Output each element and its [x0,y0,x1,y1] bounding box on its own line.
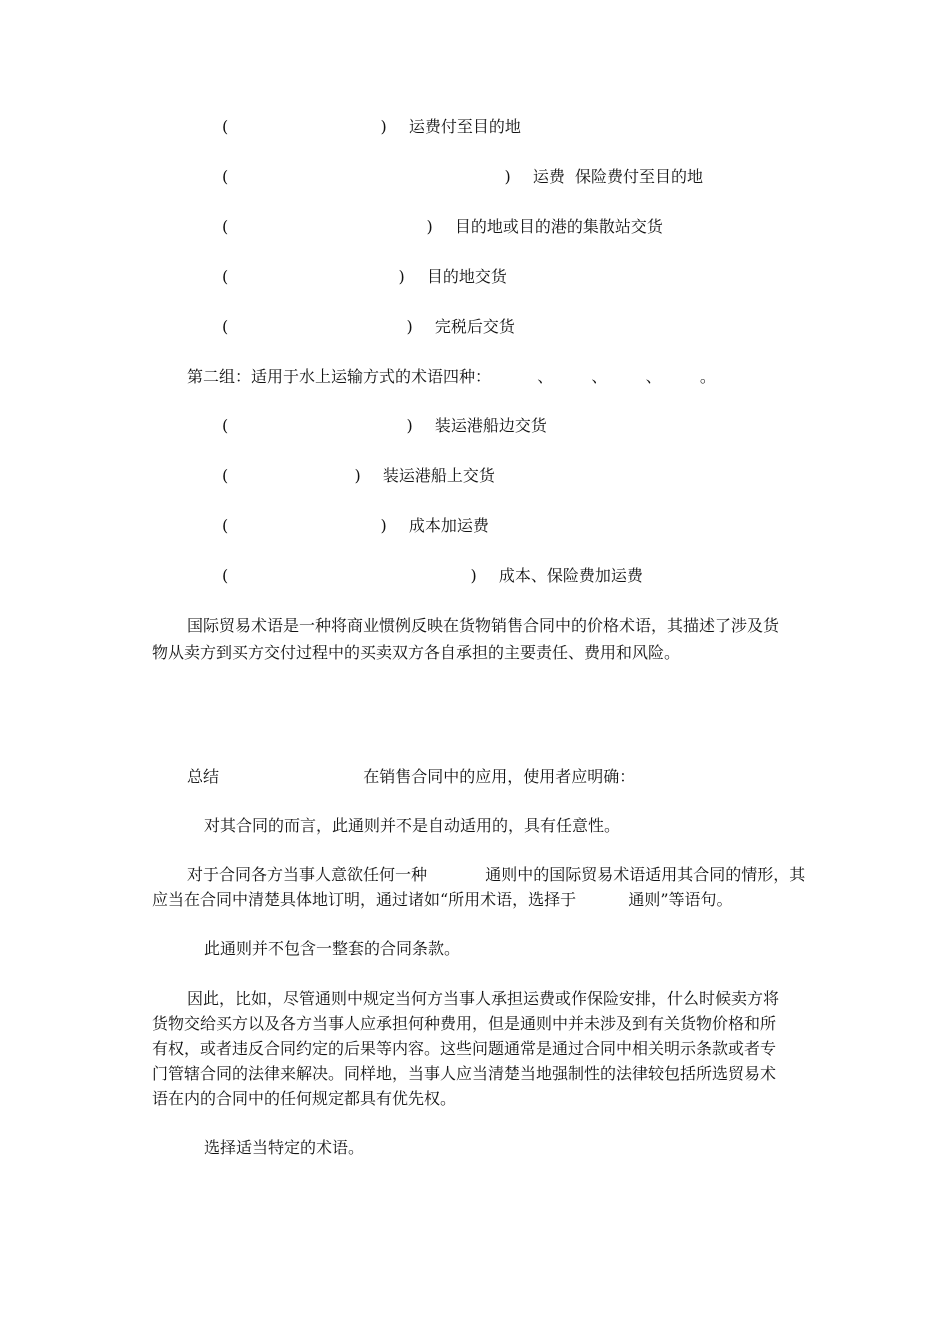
point-2: 此通则并不包含一整套的合同条款。 [204,939,461,958]
point-2-detail-line-4: 门管辖合同的法律来解决。同样地，当事人应当清楚当地强制性的法律较包括所选贸易术 [152,1064,777,1083]
term-item-cif [222,564,643,588]
open-paren: ( [222,117,229,136]
definition-line-1: 国际贸易术语是一种将商业惯例反映在货物销售合同中的价格术语，其描述了涉及货 [187,616,780,635]
term-item-ddp [222,315,515,339]
close-paren: ) [470,566,477,585]
close-paren: ) [426,217,433,236]
point-1: 对其合同的而言，此通则并不是自动适用的，具有任意性。 [204,816,621,835]
term-description: 运费付至目的地 [408,117,521,136]
point-1-detail-line-2 [152,888,733,912]
close-paren: ) [354,466,361,485]
term-description: 运费 保险费付至目的地 [532,167,704,186]
close-paren: ) [406,416,413,435]
open-paren: ( [222,466,229,485]
close-paren: ) [380,117,387,136]
point-1-detail-line-1 [187,863,805,887]
open-paren: ( [222,167,229,186]
term-item-cip [222,165,703,189]
detail-text: 通则中的国际贸易术语适用其合同的情形，其 [485,865,806,884]
close-paren: ) [406,317,413,336]
open-paren: ( [222,317,229,336]
point-2-detail-line-3: 有权，或者违反合同约定的后果等内容。这些问题通常是通过合同中相关明示条款或者专 [152,1039,777,1058]
detail-text: 对于合同各方当事人意欲任何一种 [187,865,428,884]
term-description: 装运港船边交货 [434,416,547,435]
close-paren: ) [504,167,511,186]
summary-prefix: 总结 [187,767,220,786]
term-description: 装运港船上交货 [382,466,495,485]
close-paren: ) [398,267,405,286]
separator: 、 [645,367,662,386]
term-item-fas [222,414,547,438]
term-item-dap [222,265,507,289]
point-3: 选择适当特定的术语。 [204,1138,365,1157]
separator: 、 [537,367,554,386]
term-description: 成本、保险费加运费 [498,566,643,585]
open-paren: ( [222,516,229,535]
group2-heading [187,365,716,389]
summary-suffix: 在销售合同中的应用，使用者应明确： [363,767,636,786]
open-paren: ( [222,416,229,435]
term-item-dat [222,215,663,239]
open-paren: ( [222,217,229,236]
open-paren: ( [222,566,229,585]
term-description: 目的地或目的港的集散站交货 [454,217,663,236]
term-item-fob [222,464,495,488]
term-item-cpt [222,115,521,139]
term-description: 目的地交货 [426,267,507,286]
definition-line-2: 物从卖方到买方交付过程中的买卖双方各自承担的主要责任、费用和风险。 [152,643,681,662]
detail-text: 应当在合同中清楚具体地订明，通过诸如“所用术语，选择于 [152,890,577,909]
point-2-detail-line-1: 因此，比如，尽管通则中规定当何方当事人承担运费或作保险安排，什么时候卖方将 [187,989,780,1008]
group2-heading-text: 第二组：适用于水上运输方式的术语四种： [187,367,492,386]
separator: 、 [591,367,608,386]
open-paren: ( [222,267,229,286]
detail-text: 通则”等语句。 [628,890,733,909]
term-description: 完税后交货 [434,317,515,336]
term-description: 成本加运费 [408,516,489,535]
separator: 。 [699,367,716,386]
summary-heading [187,765,635,789]
point-2-detail-line-5: 语在内的合同中的任何规定都具有优先权。 [152,1089,457,1108]
term-item-cfr [222,514,489,538]
point-2-detail-line-2: 货物交给买方以及各方当事人应承担何种费用，但是通则中并未涉及到有关货物价格和所 [152,1014,777,1033]
close-paren: ) [380,516,387,535]
